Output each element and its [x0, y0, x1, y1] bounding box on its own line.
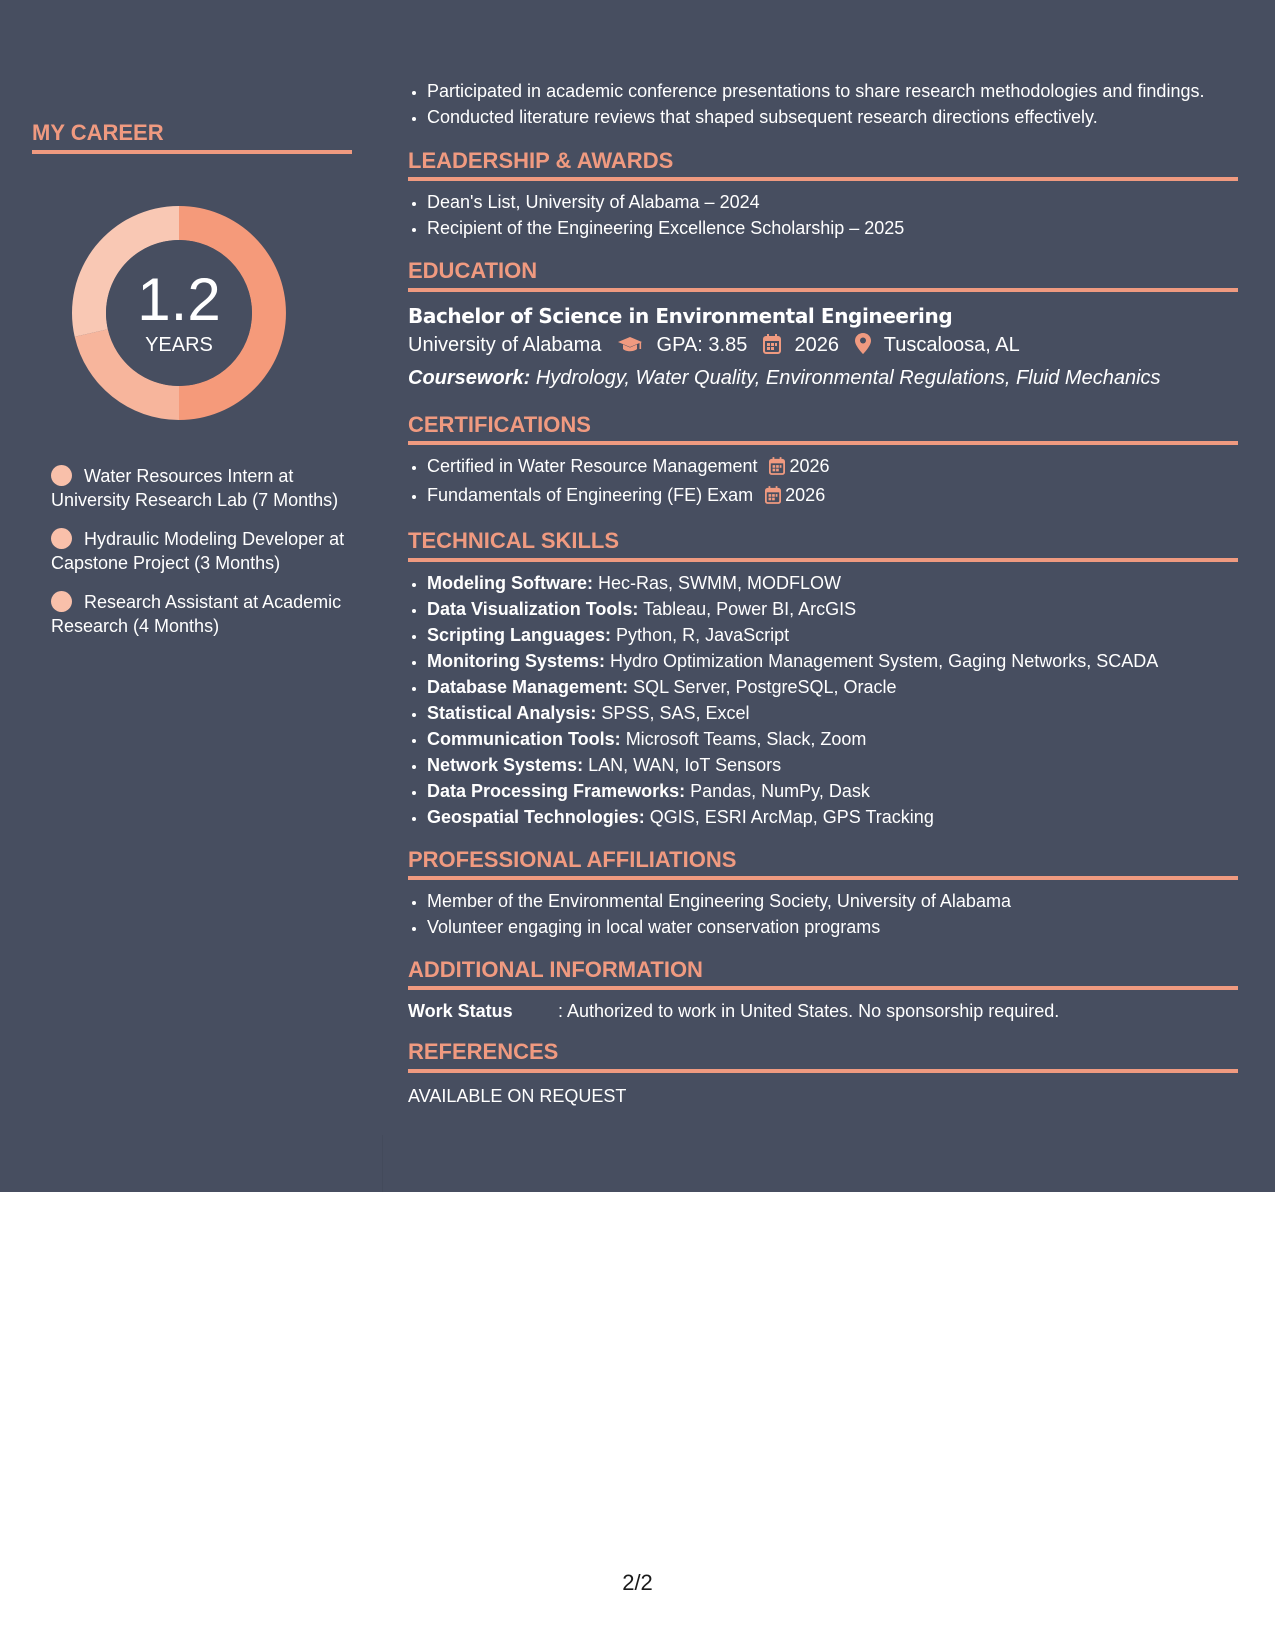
skill-item — [427, 752, 1238, 778]
affiliation-item: • Volunteer engaging in local water conservation programs — [427, 914, 1238, 940]
career-list — [51, 464, 351, 638]
skill-label: Monitoring Systems: — [427, 650, 606, 671]
career-donut-chart — [64, 198, 294, 428]
skill-label: Statistical Analysis: — [427, 702, 597, 723]
skill-label: Data Processing Frameworks: — [427, 780, 686, 801]
school-location: Tuscaloosa, AL — [883, 333, 1020, 356]
certifications-list — [408, 453, 1238, 511]
skill-item — [427, 648, 1238, 674]
leadership-item: • Recipient of the Engineering Excellence Scholarship – 2025 — [427, 215, 1238, 241]
skill-item — [427, 570, 1238, 596]
references-text: AVAILABLE ON REQUEST — [408, 1085, 627, 1106]
certification-name: Fundamentals of Engineering (FE) Exam — [427, 485, 754, 506]
education-details — [408, 330, 1238, 363]
graduation-year: 2026 — [794, 333, 839, 356]
skill-label: Network Systems: — [427, 754, 584, 775]
skill-item — [427, 778, 1238, 804]
skill-label: Communication Tools: — [427, 728, 621, 749]
skill-value: Pandas, NumPy, Dask — [690, 780, 870, 801]
section-title-education: EDUCATION — [408, 258, 1238, 291]
certification-name: Certified in Water Resource Management — [427, 456, 758, 477]
work-status-row — [408, 998, 1238, 1024]
skill-value: SQL Server, PostgreSQL, Oracle — [633, 676, 897, 697]
skill-label: Scripting Languages: — [427, 624, 612, 645]
experience-bullets — [408, 78, 1238, 130]
column-divider — [382, 1135, 383, 1192]
skill-item — [427, 726, 1238, 752]
affiliations-list — [408, 888, 1238, 940]
section-title-affiliations: PROFESSIONAL AFFILIATIONS — [408, 847, 1238, 880]
page-number: 2/2 — [622, 1570, 653, 1595]
certification-year: 2026 — [785, 485, 826, 506]
education-entry — [408, 302, 1238, 393]
coursework-label: Coursework: — [408, 366, 531, 389]
legend-dot-icon — [51, 528, 72, 549]
career-item-label: Research Assistant at Academic Research (4 Months) — [51, 592, 342, 637]
affiliation-item: • Member of the Environmental Engineering Society, University of Alabama — [427, 888, 1238, 914]
work-status-label: Work Status — [408, 1001, 513, 1022]
skill-label: Database Management: — [427, 676, 629, 697]
total-years-label: YEARS — [145, 334, 213, 357]
skill-value: SPSS, SAS, Excel — [601, 702, 750, 723]
skill-value: LAN, WAN, IoT Sensors — [588, 754, 782, 775]
skill-value: Microsoft Teams, Slack, Zoom — [625, 728, 867, 749]
skill-item — [427, 674, 1238, 700]
career-sidebar — [32, 120, 352, 653]
skill-value: Hydro Optimization Management System, Gaging Networks, SCADA — [610, 650, 1159, 671]
legend-dot-icon — [51, 591, 72, 612]
career-title: MY CAREER — [32, 120, 352, 154]
skill-value: Hec-Ras, SWMM, MODFLOW — [598, 572, 842, 593]
skill-value: Tableau, Power BI, ArcGIS — [643, 598, 857, 619]
section-title-certifications: CERTIFICATIONS — [408, 412, 1238, 445]
leadership-list — [408, 189, 1238, 241]
graduation-cap-icon — [617, 333, 643, 363]
career-item — [51, 527, 351, 575]
experience-bullet: • Conducted literature reviews that shaped subsequent research directions effectively. — [427, 104, 1238, 130]
certification-item — [427, 453, 1238, 482]
skill-label: Modeling Software: — [427, 572, 593, 593]
skill-item — [427, 700, 1238, 726]
section-title-references: REFERENCES — [408, 1039, 1238, 1072]
legend-dot-icon — [51, 465, 72, 486]
donut-center — [64, 198, 294, 428]
career-item — [51, 590, 351, 638]
total-years-value: 1.2 — [137, 266, 221, 334]
work-status-value: : Authorized to work in United States. No sponsorship required. — [558, 1001, 1060, 1022]
school-name: University of Alabama — [408, 333, 602, 356]
career-item-label: Water Resources Intern at University Research Lab (7 Months) — [51, 466, 339, 511]
career-item — [51, 464, 351, 512]
experience-bullet: • Participated in academic conference presentations to share research methodologies and findings. — [427, 78, 1238, 104]
skill-item — [427, 622, 1238, 648]
skill-label: Geospatial Technologies: — [427, 806, 645, 827]
skills-list — [408, 570, 1238, 830]
section-title-leadership: LEADERSHIP & AWARDS — [408, 148, 1238, 181]
coursework — [408, 363, 1238, 393]
certification-year: 2026 — [789, 456, 830, 477]
skill-label: Data Visualization Tools: — [427, 598, 639, 619]
calendar-icon — [763, 333, 781, 363]
degree-title: Bachelor of Science in Environmental Engineering — [408, 303, 953, 328]
section-title-additional: ADDITIONAL INFORMATION — [408, 957, 1238, 990]
gpa: GPA: 3.85 — [656, 333, 748, 356]
coursework-value: Hydrology, Water Quality, Environmental Regulations, Fluid Mechanics — [535, 366, 1161, 389]
certification-item — [427, 482, 1238, 511]
skill-item — [427, 804, 1238, 830]
calendar-icon — [765, 485, 781, 511]
skill-item — [427, 596, 1238, 622]
resume-main — [408, 78, 1238, 1109]
skill-value: Python, R, JavaScript — [616, 624, 790, 645]
section-title-skills: TECHNICAL SKILLS — [408, 528, 1238, 561]
skill-value: QGIS, ESRI ArcMap, GPS Tracking — [649, 806, 934, 827]
calendar-icon — [769, 456, 785, 482]
location-pin-icon — [855, 333, 871, 363]
career-item-label: Hydraulic Modeling Developer at Capstone Project (3 Months) — [51, 529, 345, 574]
leadership-item: • Dean's List, University of Alabama – 2024 — [427, 189, 1238, 215]
